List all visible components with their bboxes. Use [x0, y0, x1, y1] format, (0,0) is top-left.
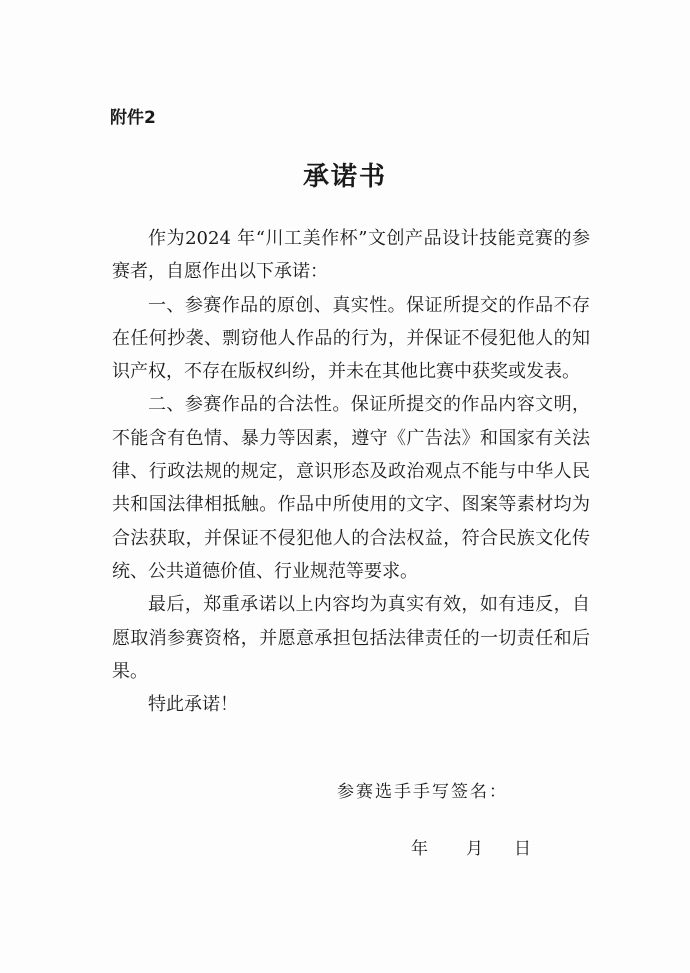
attachment-label: 附件2	[110, 108, 156, 128]
signature-label: 参赛选手手写签名：	[337, 782, 508, 802]
intro-paragraph: 作为2024 年“川工美作杯”文创产品设计技能竞赛的参赛者，自愿作出以下承诺：	[112, 228, 590, 283]
page-title: 承诺书	[302, 162, 387, 192]
legality-paragraph: 二、参赛作品的合法性。保证所提交的作品内容文明，不能含有色情、暴力等因素，遵守《广告法》和国家有关法律、行政法规的规定，意识形态及政治观点不能与中华人民共和国法律相抵触。作品中所使用的文字、图案等素材均为合法获取，并保证不侵犯他人的合法权益，符合民族文化传统、公共道德价值、行业规范等要求。	[112, 394, 590, 582]
closing-paragraph: 特此承诺！	[148, 694, 238, 716]
originality-paragraph: 一、参赛作品的原创、真实性。保证所提交的作品不存在任何抄袭、剽窃他人作品的行为，并保证不侵犯他人的知识产权，不存在版权纠纷，并未在其他比赛中获奖或发表。	[112, 294, 590, 383]
date-day-label: 日	[514, 839, 531, 859]
date-month-label: 月	[466, 839, 483, 859]
final-commitment-paragraph: 最后，郑重承诺以上内容均为真实有效，如有违反，自愿取消参赛资格，并愿意承担包括法律责任的一切责任和后果。	[112, 594, 590, 682]
document-body	[112, 222, 590, 721]
date-year-label: 年	[411, 839, 428, 859]
